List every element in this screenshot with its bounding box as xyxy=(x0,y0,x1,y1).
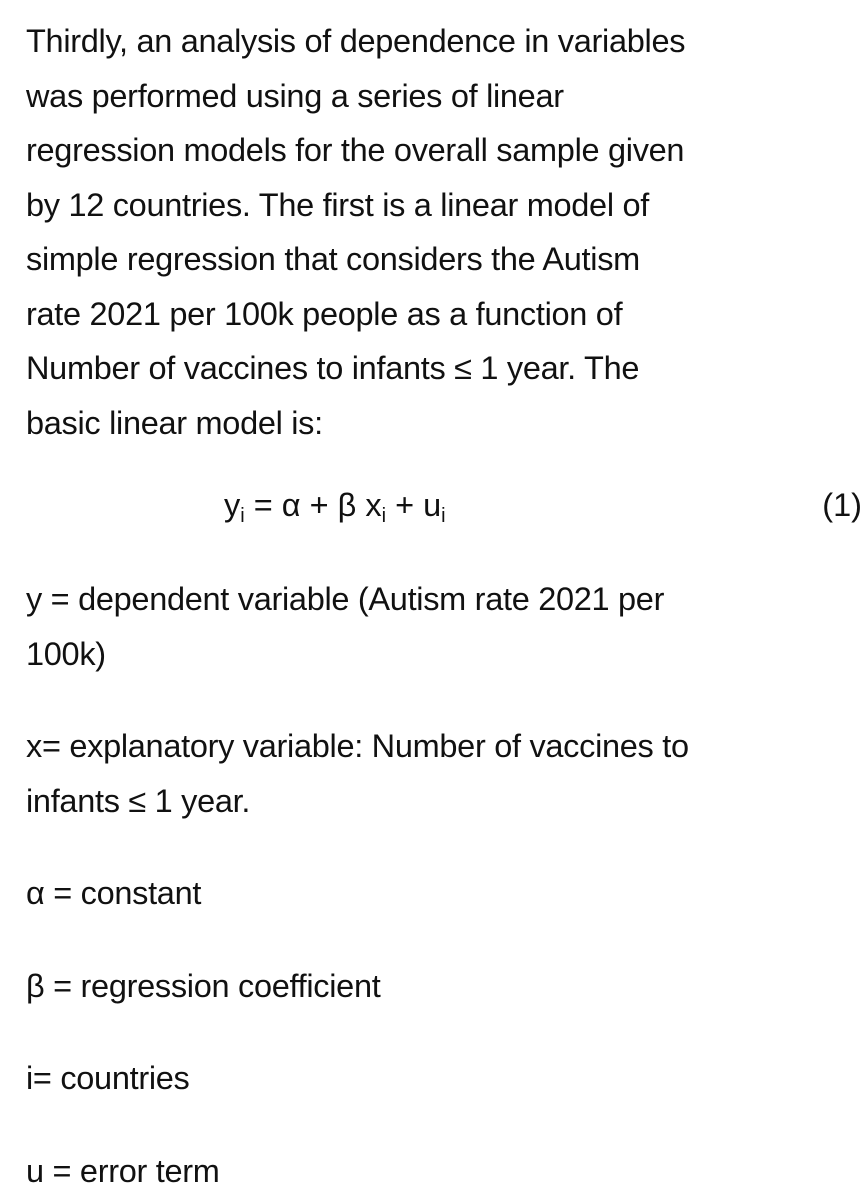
definition-text: y = dependent variable (Autism rate 2021 per xyxy=(26,581,665,617)
definition-x xyxy=(26,719,846,828)
document-body xyxy=(26,14,862,1198)
eq-subscript: i xyxy=(381,505,387,527)
definition-text: 100k) xyxy=(26,635,106,672)
intro-line: basic linear model is: xyxy=(26,404,323,441)
intro-line: Thirdly, an analysis of dependence in variables xyxy=(26,23,686,59)
eq-equals: = xyxy=(253,487,273,523)
eq-subscript: i xyxy=(240,505,245,527)
definition-text: infants ≤ 1 year. xyxy=(26,782,251,819)
definition-y xyxy=(26,572,846,681)
intro-line: Number of vaccines to infants ≤ 1 year. The xyxy=(26,350,640,386)
eq-x: x xyxy=(365,487,382,523)
equation-row xyxy=(26,478,862,532)
definition-alpha: α = constant xyxy=(26,875,202,911)
eq-plus: + xyxy=(395,487,415,523)
definition-text: x= explanatory variable: Number of vaccines to xyxy=(26,728,689,764)
intro-paragraph xyxy=(26,14,846,450)
eq-alpha: α xyxy=(281,487,301,523)
eq-u: u xyxy=(423,487,442,523)
eq-subscript: i xyxy=(441,505,446,527)
intro-line: was performed using a series of linear xyxy=(26,77,564,114)
intro-line: regression models for the overall sample given xyxy=(26,132,685,168)
definition-u: u = error term xyxy=(26,1152,220,1189)
intro-line: rate 2021 per 100k people as a function of xyxy=(26,295,623,332)
eq-beta: β xyxy=(337,487,357,523)
intro-line: by 12 countries. The first is a linear model of xyxy=(26,186,649,223)
regression-equation xyxy=(224,478,446,532)
definition-beta: β = regression coefficient xyxy=(26,967,381,1004)
eq-plus: + xyxy=(309,487,329,523)
intro-line: simple regression that considers the Autism xyxy=(26,241,640,277)
eq-y: y xyxy=(224,487,241,523)
equation-number: (1) xyxy=(822,487,862,523)
definition-i: i= countries xyxy=(26,1060,190,1096)
